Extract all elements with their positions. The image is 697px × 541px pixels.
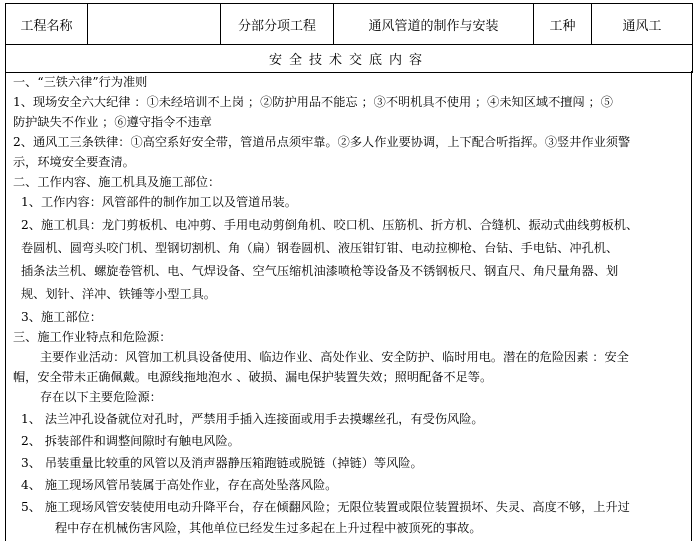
trade-label: 工种 — [534, 4, 592, 45]
tools-line-3: 插条法兰机、螺旋卷管机、电、气焊设备、空气压缩机油漆喷枪等设备及不锈钢板尺、钢直尺、角尺量角器、划 — [21, 264, 619, 278]
tools-line-1: 2、施工机具：龙门剪板机、电冲剪、手用电动剪倒角机、咬口机、压筋机、折方机、合缝机、振动式曲线剪板机、 — [21, 218, 639, 232]
hazard-item-5-line-2: 程中存在机械伤害风险，其他单位已经发生过多起在上升过程中被顶死的事故。 — [55, 521, 482, 535]
project-name-label: 工程名称 — [6, 4, 88, 45]
rule-three-line-1: 2、通风工三条铁律：①高空系好安全带，管道吊点须牢靠。②多人作业要协调，上下配合听指挥。③竖井作业须警 — [13, 135, 631, 149]
work-content: 1、工作内容：风管部件的制作加工以及管道吊装。 — [21, 195, 297, 209]
heading-one: 一、“三铁六律”行为准则 — [13, 75, 148, 89]
tools-line-4: 规、划针、洋冲、铁锤等小型工具。 — [21, 287, 216, 301]
hazard-item-3: 3、 吊装重量比较重的风管以及消声器静压箱跑链或脱链（掉链）等风险。 — [21, 456, 423, 470]
subproject-label: 分部分项工程 — [221, 4, 334, 45]
activities-line-1: 主要作业活动：风管加工机具设备使用、临边作业、高处作业、安全防护、临时用电。潜在的危险因素 ：安全 — [40, 350, 629, 364]
hazards-intro: 存在以下主要危险源： — [40, 390, 162, 404]
hazard-item-2: 2、 拆装部件和调整间隙时有触电风险。 — [21, 434, 240, 448]
tools-line-2: 卷圆机、圆弯头咬门机、型钢切割机、角（扁）钢卷圆机、液压钳钉钳、电动拉柳枪、台钻、手电钻、冲孔机、 — [21, 241, 619, 255]
heading-three: 三、施工作业特点和危险源： — [13, 330, 172, 344]
subproject-value: 通风管道的制作与安装 — [334, 4, 534, 45]
heading-two: 二、工作内容、施工机具及施工部位： — [13, 175, 221, 189]
project-name-value — [88, 4, 221, 45]
activities-line-2: 帽，安全带未正确佩戴。电源线拖地泡水 、破损、漏电保护装置失效；照明配备不足等。 — [13, 370, 493, 384]
hazard-item-5-line-1: 5、 施工现场风管安装使用电动升降平台，存在倾翻风险；无限位装置或限位装置损坏、失灵、高度不够，上升过 — [21, 500, 630, 514]
hazard-item-1: 1、 法兰冲孔设备就位对孔时，严禁用手插入连接面或用手去摸螺丝孔，有受伤风险。 — [21, 412, 484, 426]
work-location: 3、施工部位： — [21, 310, 102, 324]
hazard-item-4: 4、 施工现场风管吊装属于高处作业，存在高处坠落风险。 — [21, 478, 338, 492]
section-title: 安全技术交底内容 — [6, 45, 693, 73]
trade-value: 通风工 — [592, 4, 693, 45]
rule-six-line-2: 防护缺失不作业 ；⑥遵守指令不违章 — [13, 115, 212, 129]
rule-three-line-2: 示，环境安全要查清。 — [13, 155, 135, 169]
rule-six-line-1: 1、现场安全六大纪律 ：①未经培训不上岗 ；②防护用品不能忘 ；③不明机具不使用 ；④未知区域不擅闯 ；⑤ — [13, 95, 613, 109]
briefing-content — [5, 71, 692, 541]
header-table — [5, 3, 693, 73]
